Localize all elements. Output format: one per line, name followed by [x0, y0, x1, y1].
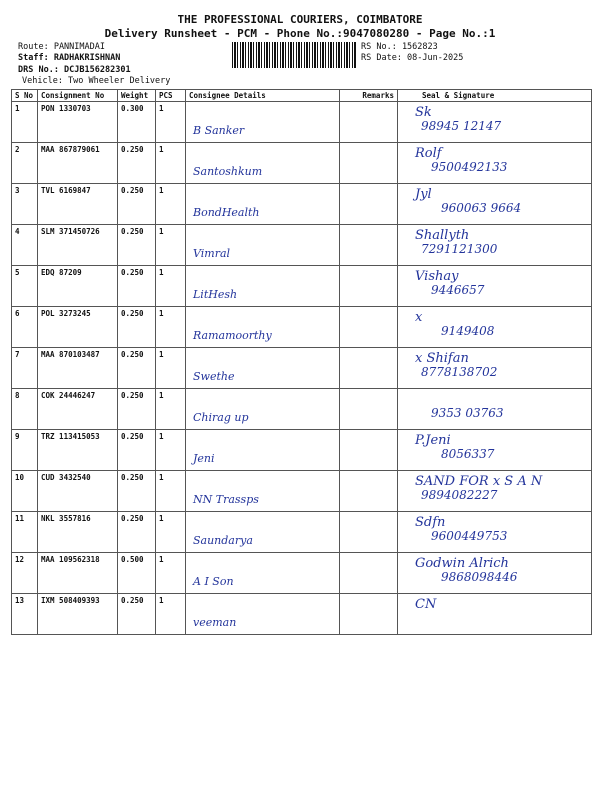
remarks-cell	[340, 225, 398, 266]
remarks-cell	[340, 553, 398, 594]
remarks-cell	[340, 594, 398, 635]
serial-number: 1	[12, 102, 38, 143]
col-remarks: Remarks	[340, 90, 398, 102]
signature-cell	[398, 143, 592, 184]
col-signature: Seal & Signature	[398, 90, 592, 102]
consignee-name: Santoshkum	[193, 165, 263, 178]
serial-number: 9	[12, 430, 38, 471]
signature-phone: 9600449753	[431, 529, 508, 543]
signature-mark: P.Jeni	[415, 433, 451, 448]
weight-value: 0.250	[118, 184, 156, 225]
table-header	[12, 90, 592, 102]
signature-phone: 9500492133	[431, 160, 508, 174]
signature-cell	[398, 594, 592, 635]
serial-number: 11	[12, 512, 38, 553]
consignee-details	[186, 553, 340, 594]
consignee-name: A I Son	[193, 575, 234, 588]
remarks-cell	[340, 102, 398, 143]
serial-number: 6	[12, 307, 38, 348]
pieces-count: 1	[156, 553, 186, 594]
table-row	[12, 512, 592, 553]
consignee-details	[186, 348, 340, 389]
col-consignment: Consignment No	[38, 90, 118, 102]
consignee-name: B Sanker	[193, 124, 245, 137]
consignee-name: Saundarya	[193, 534, 253, 547]
signature-mark: Shallyth	[415, 228, 470, 243]
consignee-details	[186, 389, 340, 430]
signature-mark: Vishay	[415, 269, 459, 284]
barcode	[232, 42, 356, 68]
signature-cell	[398, 348, 592, 389]
pieces-count: 1	[156, 266, 186, 307]
table-row	[12, 102, 592, 143]
signature-phone: 9149408	[441, 324, 495, 338]
weight-value: 0.250	[118, 471, 156, 512]
serial-number: 2	[12, 143, 38, 184]
signature-phone: 9446657	[431, 283, 485, 297]
col-sno: S No	[12, 90, 38, 102]
serial-number: 5	[12, 266, 38, 307]
weight-value: 0.250	[118, 389, 156, 430]
signature-mark: Godwin Alrich	[415, 556, 509, 571]
consignment-number: MAA 867879061	[38, 143, 118, 184]
pieces-count: 1	[156, 430, 186, 471]
signature-cell	[398, 512, 592, 553]
weight-value: 0.250	[118, 594, 156, 635]
signature-cell	[398, 553, 592, 594]
vehicle-label: Vehicle: Two Wheeler Delivery	[22, 76, 171, 86]
consignee-name: BondHealth	[193, 206, 260, 219]
signature-cell	[398, 430, 592, 471]
signature-mark: SAND FOR x S A N	[415, 474, 543, 489]
pieces-count: 1	[156, 225, 186, 266]
pieces-count: 1	[156, 471, 186, 512]
table-row	[12, 143, 592, 184]
table-row	[12, 348, 592, 389]
signature-phone: 7291121300	[421, 242, 498, 256]
consignment-number: MAA 870103487	[38, 348, 118, 389]
consignment-number: POL 3273245	[38, 307, 118, 348]
weight-value: 0.250	[118, 225, 156, 266]
signature-mark: Sdfn	[415, 515, 446, 530]
pieces-count: 1	[156, 512, 186, 553]
remarks-cell	[340, 348, 398, 389]
table-row	[12, 307, 592, 348]
consignee-details	[186, 430, 340, 471]
pieces-count: 1	[156, 389, 186, 430]
consignment-number: COK 24446247	[38, 389, 118, 430]
signature-mark: CN	[415, 597, 437, 612]
remarks-cell	[340, 184, 398, 225]
signature-mark: x Shifan	[415, 351, 469, 366]
pieces-count: 1	[156, 348, 186, 389]
weight-value: 0.300	[118, 102, 156, 143]
signature-phone: 8056337	[441, 447, 495, 461]
weight-value: 0.500	[118, 553, 156, 594]
remarks-cell	[340, 471, 398, 512]
weight-value: 0.250	[118, 266, 156, 307]
signature-phone: 9353 03763	[431, 406, 504, 420]
consignment-number: PON 1330703	[38, 102, 118, 143]
serial-number: 13	[12, 594, 38, 635]
rs-number: RS No.: 1562823	[361, 42, 438, 52]
signature-phone: 98945 12147	[421, 119, 502, 133]
signature-phone: 8778138702	[421, 365, 498, 379]
weight-value: 0.250	[118, 512, 156, 553]
consignment-number: NKL 3557816	[38, 512, 118, 553]
consignment-number: CUD 3432540	[38, 471, 118, 512]
table-row	[12, 430, 592, 471]
consignee-details	[186, 594, 340, 635]
signature-cell	[398, 184, 592, 225]
consignee-details	[186, 225, 340, 266]
consignee-details	[186, 102, 340, 143]
consignee-details	[186, 184, 340, 225]
serial-number: 12	[12, 553, 38, 594]
consignee-details	[186, 266, 340, 307]
signature-phone: 9868098446	[441, 570, 518, 584]
rs-date: RS Date: 08-Jun-2025	[361, 53, 464, 63]
runsheet-subtitle: Delivery Runsheet - PCM - Phone No.:9047080280 - Page No.:1	[104, 27, 496, 40]
consignee-details	[186, 512, 340, 553]
consignment-number: EDQ 87209	[38, 266, 118, 307]
consignee-details	[186, 471, 340, 512]
company-title: THE PROFESSIONAL COURIERS, COIMBATORE	[177, 13, 423, 26]
serial-number: 8	[12, 389, 38, 430]
table-row	[12, 594, 592, 635]
consignment-number: SLM 371450726	[38, 225, 118, 266]
serial-number: 4	[12, 225, 38, 266]
col-weight: Weight	[118, 90, 156, 102]
consignee-details	[186, 143, 340, 184]
consignee-name: Chirag up	[193, 411, 249, 424]
weight-value: 0.250	[118, 143, 156, 184]
table-row	[12, 266, 592, 307]
consignee-name: veeman	[193, 616, 237, 629]
signature-cell	[398, 471, 592, 512]
weight-value: 0.250	[118, 348, 156, 389]
remarks-cell	[340, 143, 398, 184]
runsheet-table	[11, 89, 592, 635]
remarks-cell	[340, 389, 398, 430]
consignee-name: Ramamoorthy	[193, 329, 272, 342]
serial-number: 3	[12, 184, 38, 225]
remarks-cell	[340, 266, 398, 307]
consignee-name: Jeni	[193, 452, 215, 465]
consignment-number: TRZ 113415053	[38, 430, 118, 471]
consignment-number: IXM 508409393	[38, 594, 118, 635]
consignee-name: LitHesh	[193, 288, 238, 301]
pieces-count: 1	[156, 594, 186, 635]
table-row	[12, 184, 592, 225]
drs-number: DRS No.: DCJB156282301	[18, 65, 131, 75]
signature-mark: Jyl	[415, 187, 432, 202]
route-label: Route: PANNIMADAI	[18, 42, 105, 52]
signature-mark: x	[415, 310, 423, 325]
signature-mark: Rolf	[415, 146, 442, 161]
signature-cell	[398, 307, 592, 348]
signature-mark: Sk	[415, 105, 432, 120]
serial-number: 7	[12, 348, 38, 389]
pieces-count: 1	[156, 143, 186, 184]
signature-cell	[398, 225, 592, 266]
signature-phone: 960063 9664	[441, 201, 522, 215]
col-consignee: Consignee Details	[186, 90, 340, 102]
signature-phone: 9894082227	[421, 488, 498, 502]
pieces-count: 1	[156, 307, 186, 348]
pieces-count: 1	[156, 184, 186, 225]
staff-label: Staff: RADHAKRISHNAN	[18, 53, 121, 63]
consignee-name: NN Trassps	[193, 493, 259, 506]
weight-value: 0.250	[118, 307, 156, 348]
consignment-number: TVL 6169847	[38, 184, 118, 225]
pieces-count: 1	[156, 102, 186, 143]
consignment-number: MAA 109562318	[38, 553, 118, 594]
signature-cell	[398, 266, 592, 307]
consignee-name: Swethe	[193, 370, 235, 383]
remarks-cell	[340, 430, 398, 471]
consignee-name: Vimral	[193, 247, 231, 260]
remarks-cell	[340, 307, 398, 348]
remarks-cell	[340, 512, 398, 553]
consignee-details	[186, 307, 340, 348]
signature-cell	[398, 102, 592, 143]
table-row	[12, 389, 592, 430]
table-row	[12, 225, 592, 266]
signature-cell	[398, 389, 592, 430]
serial-number: 10	[12, 471, 38, 512]
weight-value: 0.250	[118, 430, 156, 471]
table-row	[12, 471, 592, 512]
col-pcs: PCS	[156, 90, 186, 102]
table-row	[12, 553, 592, 594]
